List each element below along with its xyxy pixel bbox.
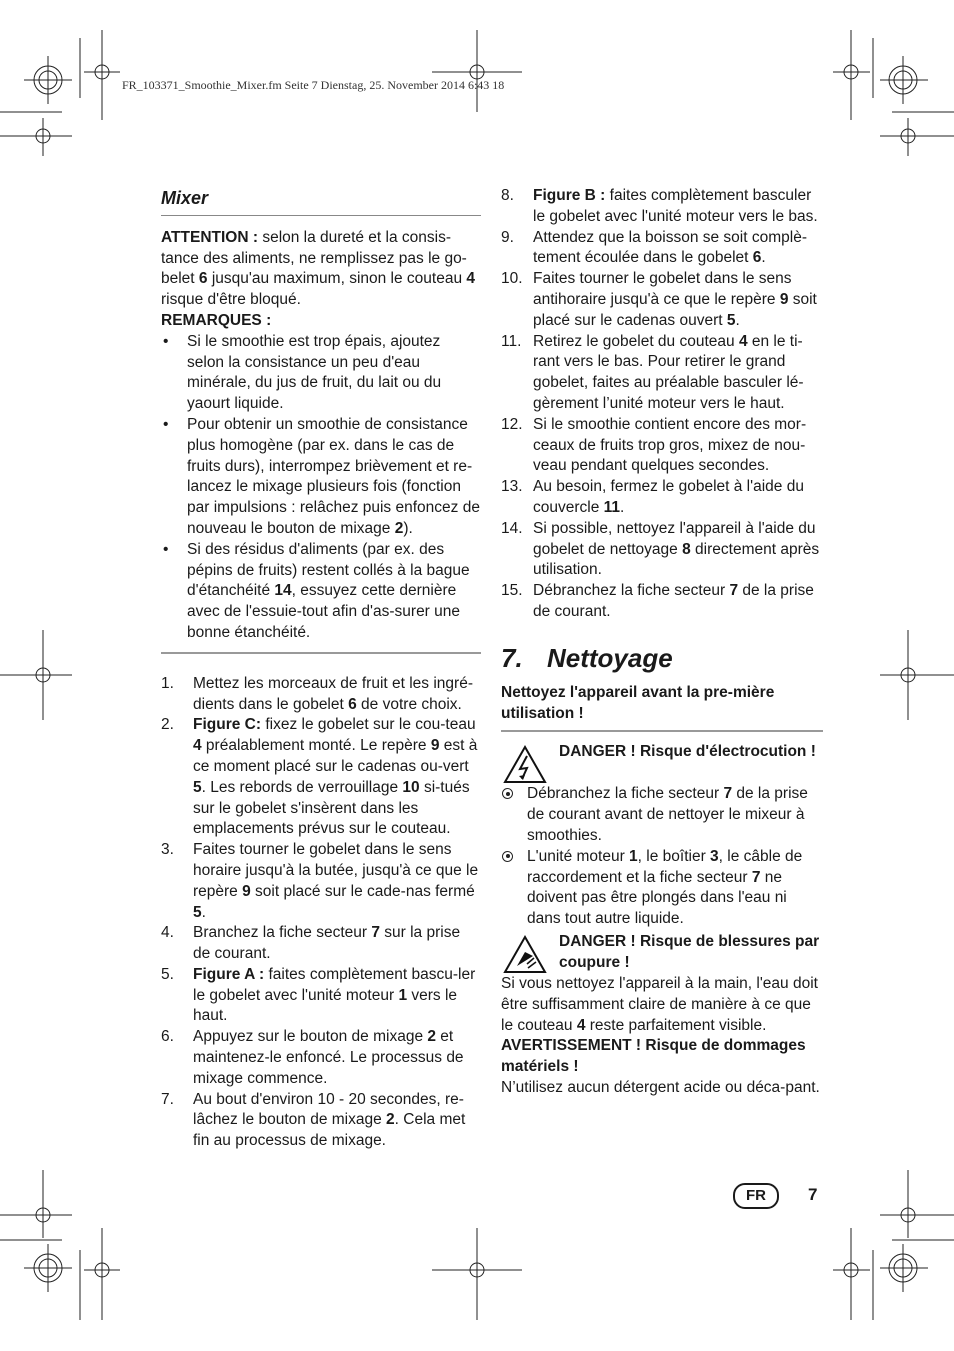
text: , essuyez cette dernière avec de l'essuie-tout afin d'as-surer une bonne étanchéité. [187, 582, 461, 641]
step-number: 14. [501, 519, 523, 537]
ref-number: 6 [752, 249, 762, 267]
ref-number: 2 [394, 519, 404, 537]
text: Mettez les morceaux de fruit et les ingré-dients dans le gobelet [193, 674, 473, 713]
text: , le câble de raccordement et la fiche secteur [527, 847, 803, 886]
list-item [501, 332, 823, 415]
intro [501, 683, 823, 725]
text: directement après utilisation. [533, 540, 820, 579]
page-number: 7 [808, 1185, 818, 1204]
text: faites complètement bascu-ler le gobelet avec l'unité moteur [193, 965, 476, 1004]
danger-cut [501, 932, 823, 974]
list-item [161, 1090, 481, 1152]
text: est à ce moment placé sur le cadenas ou-vert [193, 737, 478, 775]
text: ne doivent pas être plongés dans l'eau ni dans tout autre liquide. [527, 868, 787, 928]
bullet: • [163, 415, 169, 433]
ref-number: 7 [729, 582, 739, 600]
danger-title: DANGER ! Risque d'électrocution ! [559, 743, 816, 761]
right-column [501, 186, 823, 1099]
ref-number: 4 [466, 270, 476, 288]
mixer-title: Mixer [161, 188, 209, 208]
text: ). [403, 519, 413, 537]
ref-number: 1 [629, 847, 638, 865]
warning-title [501, 1036, 823, 1078]
danger-electrocution [501, 742, 823, 784]
step-number: 5. [161, 965, 174, 983]
step-number: 11. [501, 332, 522, 350]
list-item [501, 228, 823, 270]
ref-number: 2 [427, 1028, 436, 1046]
text: Si possible, nettoyez l'appareil à l'aide du gobelet de nettoyage [533, 519, 816, 558]
ref-number: 7 [371, 924, 380, 942]
ref-number: 5 [193, 903, 202, 921]
ref-number: 9 [779, 290, 789, 308]
ref-number: 6 [348, 695, 357, 713]
list-item [161, 674, 481, 716]
text: . [201, 903, 206, 921]
divider [161, 215, 481, 216]
text: , le boîtier [637, 847, 711, 865]
text: . [735, 311, 740, 329]
attention-paragraph [161, 228, 481, 311]
electric-shock-warning-icon [503, 744, 547, 784]
text: faites complètement basculer le gobelet avec l'unité moteur vers le bas. [533, 187, 818, 225]
ref-number: 11 [603, 498, 621, 516]
list-item [501, 269, 823, 331]
text: soit placé sur le cade-nas fermé [250, 882, 475, 900]
text: . [620, 498, 625, 516]
final-paragraph: N’utilisez aucun détergent acide ou déca-pant. [501, 1078, 820, 1096]
warning-text: AVERTISSEMENT ! Risque de dommages matériels ! [501, 1037, 806, 1076]
ref-number: 5 [726, 311, 736, 329]
ref-number: 4 [576, 1016, 586, 1034]
ref-number: 14 [274, 582, 292, 600]
ref-number: 5 [193, 778, 202, 796]
step-number: 4. [161, 924, 174, 942]
text: Attendez que la boisson se soit complè-tement écoulée dans le gobelet [533, 228, 807, 267]
list-item [161, 715, 481, 840]
circle-bullet-icon [502, 851, 513, 862]
text: Retirez le gobelet du couteau [533, 332, 739, 350]
text: de la prise de courant avant de nettoyer le mixeur à smoothies. [527, 785, 808, 844]
step-number: 12. [501, 415, 523, 433]
list-item [161, 965, 481, 1027]
text: . Les rebords de verrouillage [201, 778, 403, 796]
list-item [501, 415, 823, 477]
ref-number: 10 [402, 778, 420, 796]
list-item [501, 581, 823, 623]
step-number: 2. [161, 716, 174, 734]
remarks-label [161, 311, 481, 332]
text: Débranchez la fiche secteur [527, 785, 724, 803]
list-item [501, 847, 823, 930]
text: de votre choix. [356, 695, 462, 713]
text: Au bout d'environ 10 - 20 secondes, re-lâchez le bouton de mixage [193, 1090, 464, 1129]
text: Si vous nettoyez l'appareil à la main, l'eau doit être suffisamment claire de manière à ce que le couteau [501, 974, 818, 1034]
text: Pour obtenir un smoothie de consistance plus homogène (par ex. dans le cas de fruits durs), interrompez brièvement et re-lancez le mixage plusieurs fois (fonction par impulsions : relâchez puis enfoncez de nouveau le bouton de mixage [187, 415, 480, 537]
text: Au besoin, fermez le gobelet à l'aide du couvercle [533, 478, 804, 516]
ref-number: 3 [710, 847, 719, 865]
ref-number: 4 [738, 332, 748, 350]
text: . [761, 249, 766, 267]
text: Faites tourner le gobelet dans le sens antihoraire jusqu'à ce que le repère [533, 270, 792, 308]
step-number: 7. [161, 1090, 174, 1108]
cut-hazard-warning-icon [503, 934, 547, 974]
text: risque d'être bloqué. [161, 291, 301, 309]
section-number: 7. [501, 642, 523, 673]
ref-number: 2 [386, 1111, 395, 1129]
list-item [501, 186, 823, 228]
list-item [161, 1027, 481, 1089]
list-item [161, 923, 481, 965]
step-number: 10. [501, 270, 523, 288]
figure-label: Figure A : [193, 965, 265, 983]
intro-text: Nettoyez l'appareil avant la pre-mière utilisation ! [501, 683, 775, 722]
ref-number: 7 [723, 785, 733, 803]
text: et maintenez-le enfoncé. Le processus de mixage commence. [193, 1028, 464, 1087]
step-number: 13. [501, 478, 523, 496]
step-number: 8. [501, 187, 514, 204]
ref-number: 7 [751, 868, 761, 886]
text: L'unité moteur [527, 847, 630, 865]
text: de la prise de courant. [533, 582, 814, 620]
text: si-tués sur le gobelet s'insèrent dans les emplacements prévus sur le couteau. [193, 778, 470, 838]
bullet: • [163, 332, 169, 350]
text: préalablement monté. Le repère [201, 737, 431, 755]
section-title: Nettoyage [547, 642, 673, 673]
text: en le ti-rant vers le bas. Pour retirer le grand gobelet, faites au préalable basculer lé-gèrement l’unité moteur vers le haut. [533, 332, 804, 412]
text: Faites tourner le gobelet dans le sens horaire jusqu'à la butée, jusqu'à ce que le repère [193, 841, 479, 900]
text: reste parfaitement visible. [585, 1016, 767, 1034]
text: fixez le gobelet sur le cou-teau [261, 716, 476, 734]
language-badge: FR [733, 1183, 779, 1209]
list-item [501, 477, 823, 519]
text: Si des résidus d'aliments (par ex. des pépins de fruits) restent collés à la bague d'étanchéité [187, 540, 470, 600]
hand-clean-paragraph [501, 974, 823, 1036]
left-column [161, 186, 481, 1152]
list-item [161, 332, 481, 415]
step-number: 3. [161, 841, 174, 859]
divider [161, 652, 481, 654]
attention-label: ATTENTION : [161, 228, 259, 246]
list-item [161, 540, 481, 644]
text: . Cela met fin au processus de mixage. [193, 1111, 466, 1150]
ref-number: 8 [682, 540, 691, 558]
text: jusqu'au maximum, sinon le couteau [207, 270, 467, 288]
ref-number: 4 [193, 737, 202, 755]
text: Débranchez la fiche secteur [533, 582, 730, 600]
text: Branchez la fiche secteur [193, 924, 372, 942]
ref-number: 6 [198, 270, 208, 288]
remarks-label-text: REMARQUES : [161, 311, 272, 329]
text: Appuyez sur le bouton de mixage [193, 1028, 428, 1046]
ref-number: 1 [398, 986, 408, 1004]
list-item [501, 784, 823, 846]
ref-number: 9 [242, 882, 251, 900]
step-number: 15. [501, 582, 523, 600]
step-number: 1. [161, 674, 174, 692]
circle-bullet-icon [502, 788, 513, 799]
step-number: 6. [161, 1028, 174, 1046]
text: Si le smoothie contient encore des mor-ceaux de fruits trop gros, mixez de nou-veau pendant quelques secondes. [533, 415, 807, 475]
text: vers le haut. [193, 986, 458, 1025]
figure-label: Figure B : [533, 187, 606, 204]
danger-title: DANGER ! Risque de blessures par coupure ! [559, 932, 820, 971]
text: selon la dureté et la consis-tance des aliments, ne remplissez pas le go-belet [161, 228, 467, 288]
text: soit placé sur le cadenas ouvert [533, 290, 817, 329]
file-header: FR_103371_Smoothie_Mixer.fm Seite 7 Dienstag, 25. November 2014 6:43 18 [122, 78, 505, 92]
section-heading [501, 643, 823, 673]
divider [501, 730, 823, 732]
text: sur la prise de courant. [193, 924, 461, 963]
step-number: 9. [501, 228, 514, 246]
ref-number: 9 [430, 737, 440, 755]
figure-label: Figure C: [193, 716, 262, 734]
text: Si le smoothie est trop épais, ajoutez selon la consistance un peu d'eau minérale, du jus de fruit, du lait ou du yaourt liquide. [187, 332, 442, 413]
list-item [161, 840, 481, 923]
list-item [501, 519, 823, 581]
list-item [161, 415, 481, 540]
bullet: • [163, 540, 169, 558]
